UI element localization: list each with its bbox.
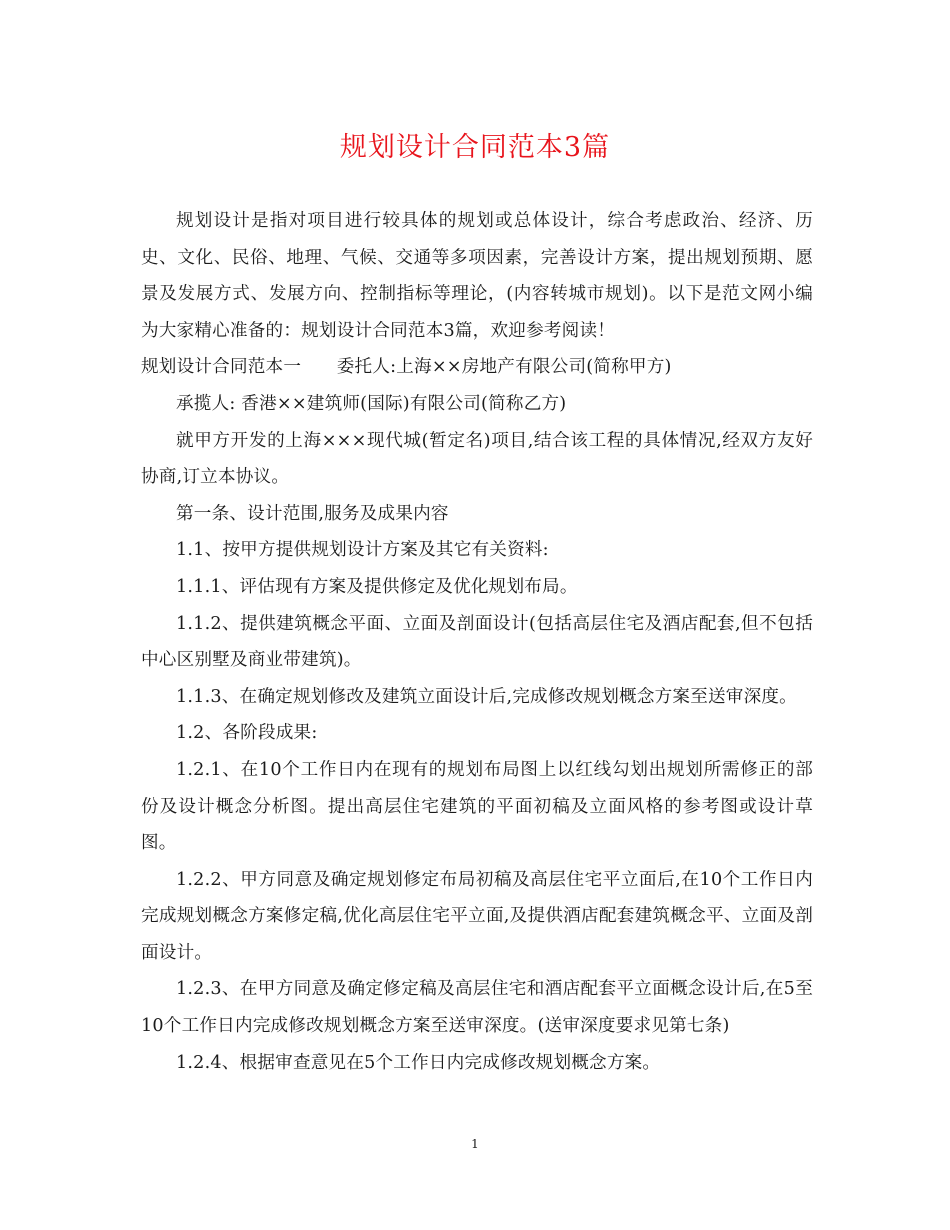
paragraph-clause-1-2-2: 1.2.2、甲方同意及确定规划修定布局初稿及高层住宅平立面后,在10个工作日内完成规划概念方案修定稿,优化高层住宅平立面,及提供酒店配套建筑概念平、立面及剖面设计。: [141, 869, 813, 963]
paragraph-clause-1-2-4: 1.2.4、根据审查意见在5个工作日内完成修改规划概念方案。: [176, 1052, 661, 1073]
paragraph-contract-heading: 规划设计合同范本一 委托人:上海××房地产有限公司(简称甲方): [141, 357, 672, 378]
paragraph-contractor: 承揽人: 香港××建筑师(国际)有限公司(简称乙方): [176, 393, 567, 414]
document-title: 规划设计合同范本3篇: [339, 132, 611, 163]
paragraph-agreement: 就甲方开发的上海×××现代城(暂定名)项目,结合该工程的具体情况,经双方友好协商,订立本协议。: [141, 430, 813, 488]
document-body: [141, 203, 813, 1081]
paragraph-article-1: 第一条、设计范围,服务及成果内容: [176, 503, 449, 524]
paragraph-clause-1-2-1: 1.2.1、在10个工作日内在现有的规划布局图上以红线勾划出规划所需修正的部份及设计概念分析图。提出高层住宅建筑的平面初稿及立面风格的参考图或设计草图。: [141, 759, 813, 854]
page-number: 1: [471, 1137, 479, 1151]
paragraph-clause-1-1: 1.1、按甲方提供规划设计方案及其它有关资料:: [176, 540, 549, 561]
paragraph-clause-1-1-1: 1.1.1、评估现有方案及提供修定及优化规划布局。: [176, 576, 578, 597]
paragraph-clause-1-1-3: 1.1.3、在确定规划修改及建筑立面设计后,完成修改规划概念方案至送审深度。: [176, 686, 797, 707]
paragraph-intro: 规划设计是指对项目进行较具体的规划或总体设计，综合考虑政治、经济、历史、文化、民俗、地理、气候、交通等多项因素，完善设计方案，提出规划预期、愿景及发展方式、发展方向、控制指标等理论，(内容转城市规划)。以下是范文网小编为大家精心准备的：规划设计合同范本3篇，欢迎参考阅读！: [141, 211, 813, 341]
paragraph-clause-1-2-3: 1.2.3、在甲方同意及确定修定稿及高层住宅和酒店配套平立面概念设计后,在5至10个工作日内完成修改规划概念方案至送审深度。(送审深度要求见第七条): [141, 979, 813, 1037]
paragraph-clause-1-2: 1.2、各阶段成果:: [176, 723, 318, 744]
paragraph-clause-1-1-2: 1.1.2、提供建筑概念平面、立面及剖面设计(包括高层住宅及酒店配套,但不包括中心区别墅及商业带建筑)。: [141, 613, 813, 671]
